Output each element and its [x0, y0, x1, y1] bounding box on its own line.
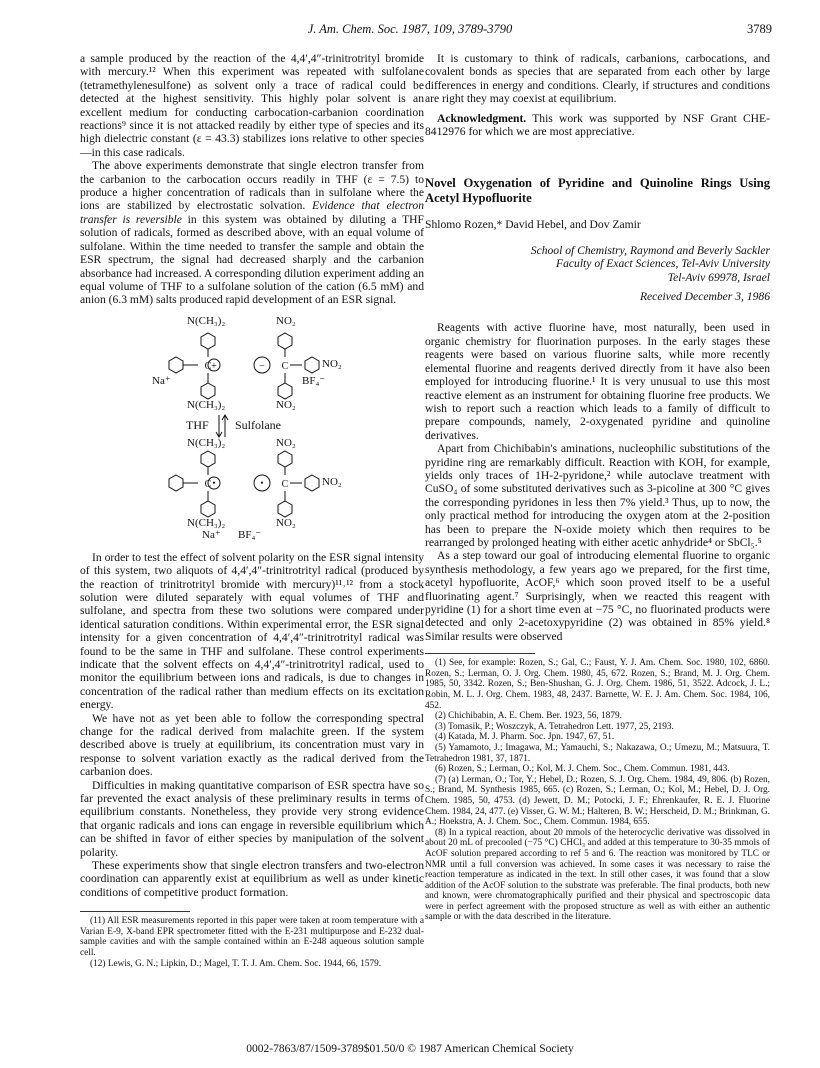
footnote: (5) Yamamoto, J.; Imagawa, M.; Yamauchi, S.; Nakazawa, O.; Umezu, M.; Matsuura, T. Tetrahedron 1981, 37, 1871.	[425, 742, 770, 764]
acknowledgment	[425, 112, 770, 139]
scheme-label: NO₂	[276, 314, 296, 327]
acknowledgment-text: This work was supported by NSF Grant CHE-8412976 for which we are most appreciative.	[425, 111, 770, 139]
scheme-label: NO₂	[322, 357, 342, 370]
text-run: in this system was obtained by diluting a THF solution of radicals, formed as described above, with an equal volume of sulfolane. Within the time needed to transfer the sample and obtain the ESR spectrum, the signal had decreased sharply and the carbanion absorbance had increased. A corresponding dilution experiment adding an equal volume of THF to a sulfolane solution of the cation (6.5 mM) and anion (6.3 mM) salts produced rapid development of an ESR signal.	[80, 212, 424, 307]
reaction-scheme	[80, 313, 424, 541]
journal-citation: J. Am. Chem. Soc. 1987, 109, 3789-3790	[307, 22, 513, 36]
scheme-label: NO₂	[276, 436, 296, 449]
benzene-ring	[278, 451, 292, 467]
footnote: (4) Katada, M. J. Pharm. Soc. Jpn. 1947, 67, 51.	[435, 732, 615, 743]
body-paragraph: Reagents with active fluorine have, most naturally, been used in organic chemistry for fluorination purposes. In the early stages these reagents were based on various fluorine salts, while more recently elemental fluorine and reagents derived directly from it have also been employed for introducing fluorine.¹ It is very unusual to use this most reactive element as an instrument for obtaining fluorine free products. We wish to report such a reaction which leads to a family of difficult to prepare compounds, namely, 2-oxygenated pyridine and quinoline derivatives.	[425, 321, 770, 442]
page-header	[40, 22, 780, 40]
scheme-label: BF₄⁻	[302, 374, 326, 387]
benzene-ring	[201, 451, 215, 467]
footnote: (7) (a) Lerman, O.; Tor, Y.; Hebel, D.; Rozen, S. J. Org. Chem. 1984, 49, 806. (b) Rozen, S.; Brand, M. Synthesis 1985, 665. (c) Rozen, S.; Lerman, O.; Kol, M.; Hebel, D. J. Org. Chem. 1985, 50, 4753. (d) Jewett, D. M.; Potocki, J. F.; Ehrenkaufer, R. E. J. Fluorine Chem. 1984, 24, 477. (e) Visser, G. W. M.; Halteren, B. W.; Herscheid, D. M.; Brinkman, G. A.; Hoekstra, A. J. Chem. Soc., Chem. Commun. 1984, 655.	[425, 774, 770, 828]
scheme-label: NO₂	[276, 516, 296, 529]
footnotes	[425, 658, 770, 923]
svg-text:C: C	[204, 478, 212, 490]
svg-text:•: •	[260, 477, 264, 488]
affiliation-line: Tel-Aviv 69978, Israel	[667, 270, 770, 284]
footnote: (3) Tomasik, P.; Woszczyk, A. Tetrahedron Lett. 1977, 25, 2193.	[435, 721, 674, 732]
affiliation	[425, 244, 770, 284]
acknowledgment-label: Acknowledgment.	[437, 111, 527, 125]
body-paragraph: In order to test the effect of solvent polarity on the ESR signal intensity of this system, two aliquots of 4,4′,4″-trinitrotrityl radical (produced by the reaction of trinitrotrityl bromide with mercury)¹¹˒¹² from a stock solution were diluted separately with equal volumes of THF and sulfolane, and spectra from these two solutions were compared under identical saturation conditions. Within experimental error, the ESR signal intensity for a given concentration of 4,4′,4″-trinitrotrityl radical was found to be the same in THF and sulfolane. These control experiments indicate that the solvent effects on 4,4′,4″-trinitrotrityl radical, used to monitor the equilibrium between ions and radicals, is due to changes in concentration of the radical rather than medium effects on its excitation energy.	[80, 550, 424, 712]
scheme-label: Na⁺	[152, 374, 171, 387]
received-date: Received December 3, 1986	[639, 290, 770, 304]
footnote: (12) Lewis, G. N.; Lipkin, D.; Magel, T. T. J. Am. Chem. Soc. 1944, 66, 1579.	[90, 958, 382, 969]
left-column	[80, 52, 424, 969]
scheme-label: NO₂	[276, 398, 296, 411]
scheme-label: N(CH₃)₂	[187, 398, 226, 411]
emphasis-text: Evidence that electron transfer is reversible	[80, 199, 424, 226]
text-run: The above experiments demonstrate that single electron transfer from the carbanion to the carbocation occurs readily in THF (ε = 7.5) to produce a higher concentration of radicals than in sulfolane where the ions are stabilized by electrostatic solvation.	[80, 159, 424, 213]
footnote-rule	[425, 653, 535, 654]
benzene-ring	[169, 357, 183, 373]
scheme-label: THF	[186, 417, 209, 432]
footnotes	[80, 916, 424, 969]
scheme-label: Sulfolane	[235, 417, 281, 432]
footnote: (2) Chichibabin, A. E. Chem. Ber. 1923, 56, 1879.	[435, 711, 622, 722]
body-paragraph: Apart from Chichibabin's aminations, nucleophilic substitutions of the pyridine ring are remarkably difficult. Reaction with KOH, for example, yields only traces of 1H-2-pyridone,² while autoclave treatment with CuSO₄ of some substituted derivatives such as 3-picoline at 300 °C gives the corresponding pyridones in less then 7% yield.³ Thus, up to now, the only practical method for introducing the oxygen atom at the 2-position has been to prepare the N-oxide moiety which then requires to be rearranged by prolonged heating with either acetic anhydride⁴ or SbCl₅.⁵	[425, 442, 770, 549]
scheme-label: N(CH₃)₂	[187, 436, 226, 449]
body-paragraph: It is customary to think of radicals, carbanions, carbocations, and covalent bonds as species that are separated from each other by large differences in energy and conditions. Clearly, if structures and conditions are right they may coexist at equilibrium.	[425, 52, 770, 106]
benzene-ring	[278, 501, 292, 517]
body-paragraph: a sample produced by the reaction of the 4,4′,4″-trinitrotrityl bromide with mercury.¹² When this experiment was repeated with sulfolane (tetramethylenesulfone) as solvent only a trace of radical could be detected at the highest sensitivity. This highly polar solvent is an excellent medium for conducting carbocation-carbanion coordination reactions⁹ since it is not attacked readily by either type of species and its high dielectric constant (ε = 43.3) stabilizes ions relative to other species—in this case radicals.	[80, 52, 424, 159]
benzene-ring	[305, 475, 319, 491]
body-paragraph: Difficulties in making quantitative comparison of ESR spectra have so far prevented the exact analysis of these preliminary results in terms of equilibrium constants. Nonetheless, they provide very strong evidence that organic radicals and ions can engage in reversible equilibrium which can be shifted in favor of either species by manipulation of the solvent polarity.	[80, 778, 424, 859]
benzene-ring	[278, 333, 292, 349]
svg-text:•: •	[212, 477, 216, 488]
scheme-label: N(CH₃)₂	[187, 516, 226, 529]
body-paragraph: These experiments show that single electron transfers and two-electron coordination can apparently exist at equilibrium as well as under kinetic conditions of competitive product formation.	[80, 859, 424, 899]
benzene-ring	[201, 501, 215, 517]
svg-text:C: C	[204, 360, 212, 372]
right-column	[425, 52, 770, 923]
svg-text:+: +	[211, 360, 217, 372]
benzene-ring	[305, 357, 319, 373]
body-paragraph	[80, 159, 424, 306]
article-authors: Shlomo Rozen,* David Hebel, and Dov Zamir	[425, 218, 641, 232]
svg-text:−: −	[259, 360, 265, 372]
benzene-ring	[278, 383, 292, 399]
footnote: (6) Rozen, S.; Lerman, O.; Kol, M. J. Chem. Soc., Chem. Commun. 1981, 443.	[435, 764, 730, 775]
benzene-ring	[201, 383, 215, 399]
footnote: (1) See, for example: Rozen, S.; Gal, C.; Faust, Y. J. Am. Chem. Soc. 1980, 102, 6860. Rozen, S.; Lerman, O. J. Org. Chem. 1980, 45, 672. Rozen, S.; Brand, M. J. Org. Chem. 1985, 50, 3342. Rozen, S.; Ben-Shushan, G. J. Org. Chem. 1986, 51, 3522. Adcock, J. L.; Robin, M. L. J. Org. Chem. 1983, 48, 2437. Barnette, W. E. J. Am. Chem. Soc. 1984, 106, 452.	[425, 658, 770, 711]
scheme-label: N(CH₃)₂	[187, 314, 226, 327]
body-paragraph: We have not as yet been able to follow the corresponding spectral change for the radical derived from malachite green. If the system described above is truely at equilibrium, its concentration must vary in response to solvent variation exactly as the radical derived from the carbanion does.	[80, 711, 424, 779]
scheme-label: NO₂	[322, 475, 342, 488]
scheme-label: BF₄⁻	[238, 528, 262, 541]
svg-text:C: C	[281, 478, 289, 490]
benzene-ring	[201, 333, 215, 349]
article-title: Novel Oxygenation of Pyridine and Quinoline Rings Using Acetyl Hypofluorite	[425, 176, 770, 206]
affiliation-line: School of Chemistry, Raymond and Beverly Sackler	[530, 243, 770, 257]
affiliation-line: Faculty of Exact Sciences, Tel-Aviv University	[556, 257, 770, 271]
page-number: 3789	[747, 22, 772, 36]
footnote-rule	[80, 911, 190, 912]
svg-text:C: C	[281, 360, 289, 372]
body-paragraph: As a step toward our goal of introducing elemental fluorine to organic synthesis methodology, a few years ago we prepared, for the first time, acetyl hypofluorite, AcOF,⁶ which soon proved itself to be a useful fluorinating agent.⁷ Surprisingly, when we reacted this reagent with pyridine (1) for a short time even at −75 °C, no fluorinated products were detected and only 2-acetoxypyridine (2) was obtained in 85% yield.⁸ Similar results were observed	[425, 549, 770, 643]
benzene-ring	[169, 475, 183, 491]
page-footer: 0002-7863/87/1509-3789$01.50/0 © 1987 American Chemical Society	[246, 1043, 574, 1055]
footnote: (11) All ESR measurements reported in this paper were taken at room temperature with a Varian E-9, X-band EPR spectrometer fitted with the E-231 multipurpose and E-232 dual-sample cavities and with the sample contained within an E-248 aqueous solution sample cell.	[80, 916, 424, 959]
footnote: (8) In a typical reaction, about 20 mmols of the heterocyclic derivative was dissolved in about 20 mL of precooled (−75 °C) CHCl₃ and added at this temperature to 30-35 mmols of AcOF solution prepared according to ref 5 and 6. The reaction was monitored by TLC or NMR until a full conversion was achieved. In some cases it was necessary to raise the reaction temperature as indicated in the text. In still other cases, it was found that a slow addition of the AcOF solution to the substrate was preferable. The final products, both new and known, were chromatographically purified and their physical and spectroscopic data were in perfect agreement with the proposed structure as well as with either an authentic sample or with the data described in the literature.	[425, 827, 770, 923]
scheme-label: Na⁺	[202, 528, 221, 541]
